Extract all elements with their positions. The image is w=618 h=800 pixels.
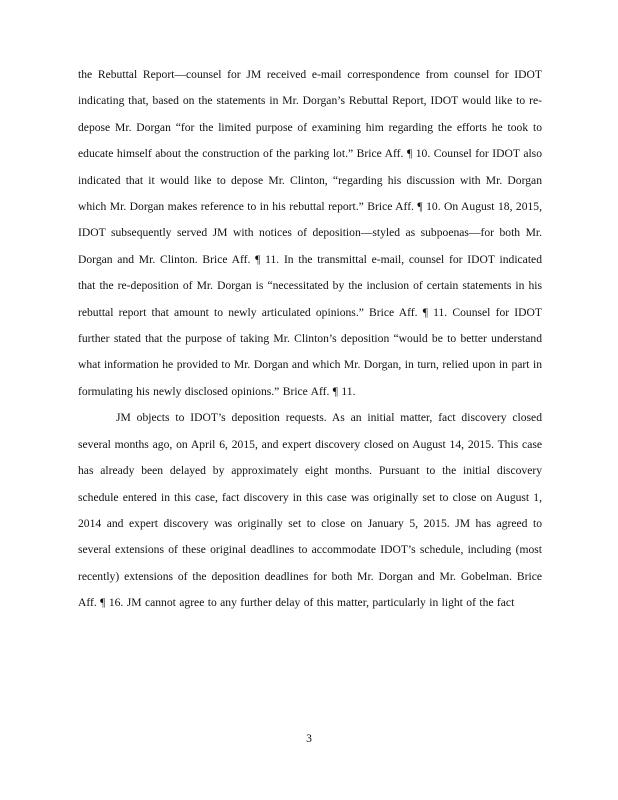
paragraph-rebuttal-report-depositions: the Rebuttal Report—counsel for JM received e-mail correspondence from counsel for IDOT indicating that, based on the statements in Mr. Dorgan’s Rebuttal Report, IDOT would like to re-depose Mr. Dorgan “for the limited purpose of examining him regarding the efforts he took to educate himself about the construction of the parking lot.” Brice Aff. ¶ 10. Counsel for IDOT also indicated that it would like to depose Mr. Clinton, “regarding his discussion with Mr. Dorgan which Mr. Dorgan makes reference to in his rebuttal report.” Brice Aff. ¶ 10. On August 18, 2015, IDOT subsequently served JM with notices of deposition—styled as subpoenas—for both Mr. Dorgan and Mr. Clinton. Brice Aff. ¶ 11. In the transmittal e-mail, counsel for IDOT indicated that the re-deposition of Mr. Dorgan is “necessitated by the inclusion of certain statements in his rebuttal report that amount to newly articulated opinions.” Brice Aff. ¶ 11. Counsel for IDOT further stated that the purpose of taking Mr. Clinton’s deposition “would be to better understand what information he provided to Mr. Dorgan and which Mr. Dorgan, in turn, relied upon in part in formulating his newly disclosed opinions.” Brice Aff. ¶ 11. (78, 68, 542, 398)
body-text (78, 62, 542, 617)
paragraph-jm-objections: JM objects to IDOT’s deposition requests. As an initial matter, fact discovery closed several months ago, on April 6, 2015, and expert discovery closed on August 14, 2015. This case has already been delayed by approximately eight months. Pursuant to the initial discovery schedule entered in this case, fact discovery in this case was originally set to close on August 1, 2014 and expert discovery was originally set to close on January 5, 2015. JM has agreed to several extensions of these original deadlines to accommodate IDOT’s schedule, including (most recently) extensions of the deposition deadlines for both Mr. Dorgan and Mr. Gobelman. Brice Aff. ¶ 16. JM cannot agree to any further delay of this matter, particularly in light of the fact (78, 411, 542, 610)
page-number: 3 (306, 732, 312, 745)
